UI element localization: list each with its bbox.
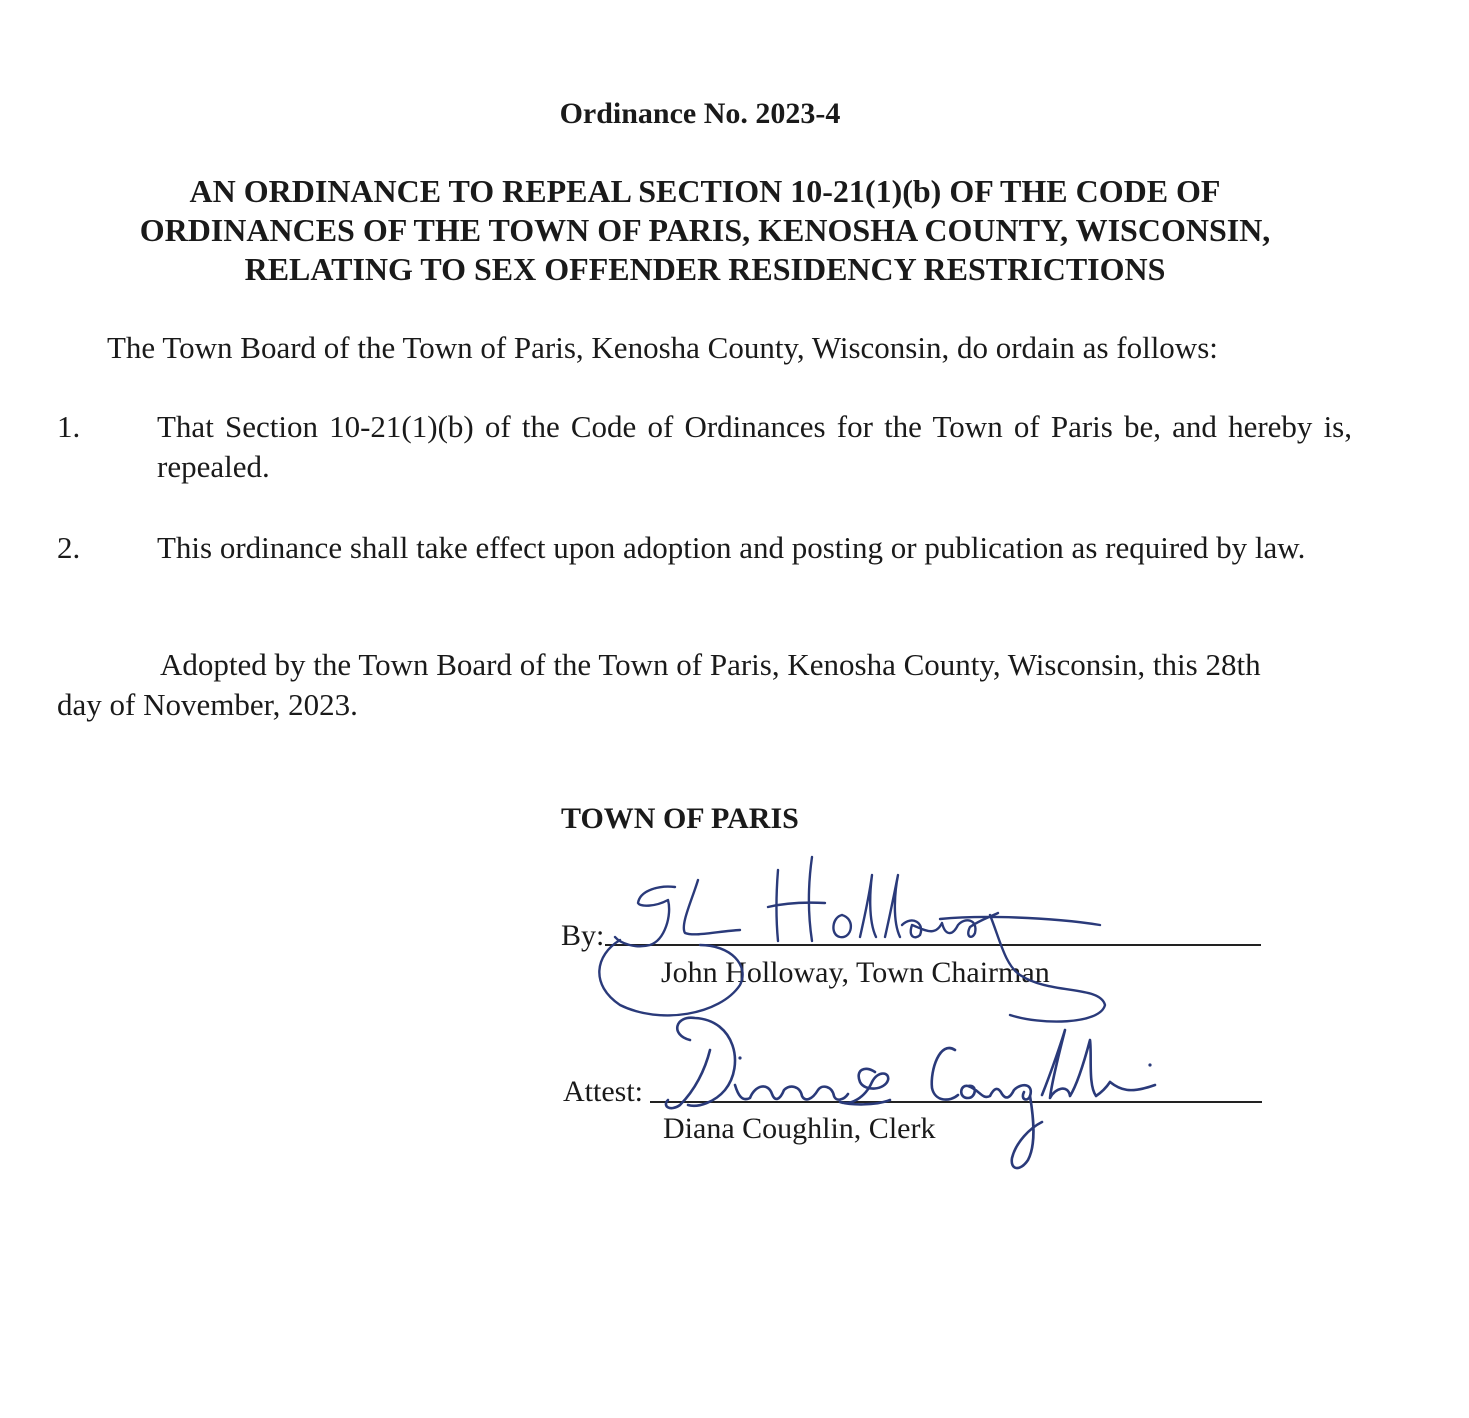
attest-signature-line [650,1101,1262,1103]
title-line-3: RELATING TO SEX OFFENDER RESIDENCY RESTRICTIONS [244,251,1166,287]
item-number: 1. [57,409,81,444]
coughlin-signature [650,1010,1180,1180]
attest-label: Attest: [563,1075,643,1108]
by-signature-line [605,944,1261,946]
title-line-2: ORDINANCES OF THE TOWN OF PARIS, KENOSHA COUNTY, WISCONSIN, [139,212,1271,248]
signing-entity: TOWN OF PARIS [561,802,799,835]
by-signatory-name: John Holloway, Town Chairman [661,956,1050,989]
adoption-line-2: day of November, 2023. [57,687,358,722]
preamble: The Town Board of the Town of Paris, Kenosha County, Wisconsin, do ordain as follows: [107,330,1218,365]
ordinance-item [57,407,1352,487]
ordinance-title [0,172,1410,289]
item-number: 2. [57,530,81,565]
title-line-1: AN ORDINANCE TO REPEAL SECTION 10-21(1)(b) OF THE CODE OF [189,173,1221,209]
adoption-line-1: Adopted by the Town Board of the Town of Paris, Kenosha County, Wisconsin, this 28th [160,647,1261,682]
by-label: By: [561,919,605,952]
item-text: This ordinance shall take effect upon adoption and posting or publication as required by law. [157,530,1306,565]
attest-signatory-name: Diana Coughlin, Clerk [663,1112,936,1145]
item-text: That Section 10-21(1)(b) of the Code of Ordinances for the Town of Paris be, and hereby is, repealed. [157,409,1352,484]
ordinance-item [57,528,1352,568]
ordinance-number: Ordinance No. 2023-4 [559,97,841,130]
adoption-statement [57,645,1339,725]
